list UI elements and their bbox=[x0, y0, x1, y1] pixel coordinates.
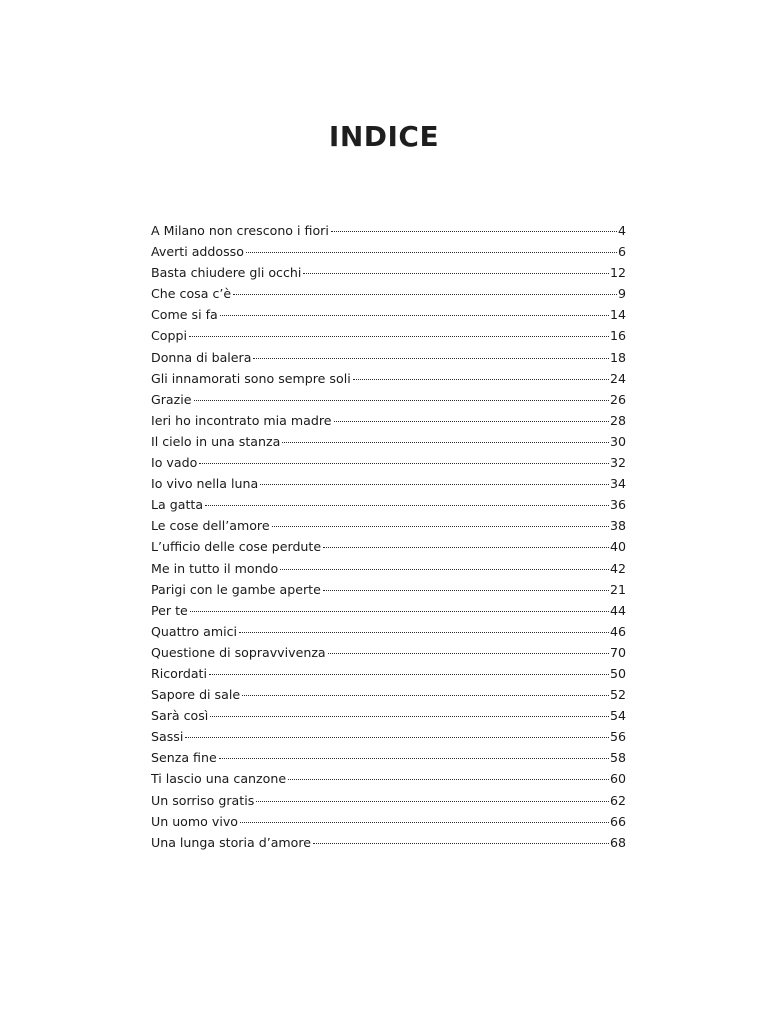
toc-entry-title: Che cosa c’è bbox=[151, 286, 232, 302]
toc-entry-title: Sassi bbox=[151, 729, 184, 745]
toc-entry bbox=[151, 283, 626, 304]
toc-dot-leader bbox=[185, 737, 609, 738]
toc-dot-leader bbox=[313, 843, 609, 844]
toc-entry bbox=[151, 325, 626, 346]
toc-dot-leader bbox=[256, 801, 609, 802]
toc-dot-leader bbox=[240, 822, 609, 823]
toc-entry bbox=[151, 452, 626, 473]
toc-entry-page-number: 44 bbox=[609, 602, 626, 618]
toc-entry bbox=[151, 663, 626, 684]
toc-entry-title: Parigi con le gambe aperte bbox=[151, 581, 321, 597]
toc-entry bbox=[151, 389, 626, 410]
toc-entry bbox=[151, 832, 626, 853]
toc-entry-title: Io vivo nella luna bbox=[151, 476, 259, 492]
toc-dot-leader bbox=[239, 632, 609, 633]
toc-dot-leader bbox=[209, 674, 609, 675]
toc-entry-title: Grazie bbox=[151, 391, 192, 407]
toc-entry-page-number: 14 bbox=[609, 307, 626, 323]
toc-entry-page-number: 50 bbox=[609, 665, 626, 681]
toc-entry bbox=[151, 811, 626, 832]
toc-entry-page-number: 24 bbox=[609, 370, 626, 386]
toc-entry bbox=[151, 220, 626, 241]
toc-dot-leader bbox=[272, 526, 609, 527]
toc-entry bbox=[151, 768, 626, 789]
toc-entry-page-number: 12 bbox=[609, 265, 626, 281]
toc-dot-leader bbox=[220, 315, 609, 316]
toc-entry-title: Gli innamorati sono sempre soli bbox=[151, 370, 351, 386]
toc-entry-page-number: 21 bbox=[609, 581, 626, 597]
toc-entry-page-number: 32 bbox=[609, 455, 626, 471]
toc-entry-title: Averti addosso bbox=[151, 244, 244, 260]
toc-entry-title: Ricordati bbox=[151, 665, 207, 681]
toc-entry-title: Per te bbox=[151, 602, 188, 618]
toc-dot-leader bbox=[199, 463, 609, 464]
toc-dot-leader bbox=[253, 358, 609, 359]
toc-entry bbox=[151, 726, 626, 747]
toc-entry-page-number: 68 bbox=[609, 834, 626, 850]
toc-entry-title: Una lunga storia d’amore bbox=[151, 834, 312, 850]
toc-entry-page-number: 62 bbox=[609, 792, 626, 808]
toc-entry-page-number: 58 bbox=[609, 750, 626, 766]
toc-entry-title: Quattro amici bbox=[151, 623, 238, 639]
toc-dot-leader bbox=[288, 779, 609, 780]
toc-entry bbox=[151, 347, 626, 368]
toc-entry-page-number: 36 bbox=[609, 497, 626, 513]
toc-entry-page-number: 54 bbox=[609, 708, 626, 724]
toc-dot-leader bbox=[189, 336, 609, 337]
toc-entry bbox=[151, 579, 626, 600]
toc-dot-leader bbox=[323, 547, 609, 548]
toc-entry-title: Un sorriso gratis bbox=[151, 792, 255, 808]
toc-entry-page-number: 46 bbox=[609, 623, 626, 639]
table-of-contents bbox=[151, 220, 626, 853]
toc-dot-leader bbox=[328, 653, 609, 654]
toc-entry-title: Me in tutto il mondo bbox=[151, 560, 279, 576]
toc-dot-leader bbox=[323, 590, 609, 591]
toc-dot-leader bbox=[334, 421, 609, 422]
toc-entry-page-number: 4 bbox=[617, 223, 626, 238]
toc-entry-title: Ieri ho incontrato mia madre bbox=[151, 412, 332, 428]
toc-entry-title: Le cose dell’amore bbox=[151, 518, 270, 534]
toc-entry bbox=[151, 473, 626, 494]
toc-entry bbox=[151, 494, 626, 515]
toc-dot-leader bbox=[190, 611, 609, 612]
toc-entry bbox=[151, 558, 626, 579]
toc-entry-page-number: 26 bbox=[609, 391, 626, 407]
toc-dot-leader bbox=[219, 758, 609, 759]
toc-dot-leader bbox=[282, 442, 609, 443]
toc-entry-page-number: 42 bbox=[609, 560, 626, 576]
toc-entry bbox=[151, 747, 626, 768]
toc-entry-title: A Milano non crescono i fiori bbox=[151, 223, 329, 238]
toc-entry-page-number: 40 bbox=[609, 539, 626, 555]
page-title: INDICE bbox=[328, 119, 440, 153]
toc-dot-leader bbox=[303, 273, 609, 274]
toc-entry-title: Basta chiudere gli occhi bbox=[151, 265, 302, 281]
toc-dot-leader bbox=[205, 505, 609, 506]
toc-entry bbox=[151, 368, 626, 389]
toc-entry-title: Sapore di sale bbox=[151, 687, 241, 703]
toc-entry bbox=[151, 431, 626, 452]
toc-entry-page-number: 30 bbox=[609, 433, 626, 449]
toc-entry-page-number: 70 bbox=[609, 644, 626, 660]
toc-entry bbox=[151, 642, 626, 663]
toc-dot-leader bbox=[194, 400, 609, 401]
toc-entry bbox=[151, 790, 626, 811]
toc-entry bbox=[151, 621, 626, 642]
toc-entry-page-number: 6 bbox=[617, 244, 626, 260]
toc-entry-title: Il cielo in una stanza bbox=[151, 433, 281, 449]
toc-dot-leader bbox=[280, 569, 609, 570]
toc-entry-page-number: 38 bbox=[609, 518, 626, 534]
toc-entry-title: Come si fa bbox=[151, 307, 218, 323]
toc-entry-title: La gatta bbox=[151, 497, 204, 513]
toc-entry-title: Io vado bbox=[151, 455, 198, 471]
toc-dot-leader bbox=[210, 716, 609, 717]
toc-dot-leader bbox=[233, 294, 617, 295]
toc-dot-leader bbox=[260, 484, 609, 485]
toc-entry-title: Sarà così bbox=[151, 708, 209, 724]
toc-entry bbox=[151, 262, 626, 283]
toc-entry-page-number: 16 bbox=[609, 328, 626, 344]
toc-dot-leader bbox=[353, 379, 609, 380]
toc-entry-title: Coppi bbox=[151, 328, 187, 344]
toc-entry-page-number: 56 bbox=[609, 729, 626, 745]
toc-entry-title: Ti lascio una canzone bbox=[151, 771, 287, 787]
toc-dot-leader bbox=[246, 252, 617, 253]
toc-entry bbox=[151, 515, 626, 536]
toc-entry-page-number: 34 bbox=[609, 476, 626, 492]
toc-entry bbox=[151, 536, 626, 557]
toc-entry bbox=[151, 684, 626, 705]
toc-entry bbox=[151, 241, 626, 262]
toc-entry-page-number: 18 bbox=[609, 349, 626, 365]
toc-entry-title: Un uomo vivo bbox=[151, 813, 238, 829]
toc-entry bbox=[151, 304, 626, 325]
toc-entry bbox=[151, 600, 626, 621]
toc-dot-leader bbox=[331, 231, 617, 232]
toc-entry-page-number: 52 bbox=[609, 687, 626, 703]
toc-entry bbox=[151, 705, 626, 726]
toc-entry bbox=[151, 410, 626, 431]
toc-entry-title: L’ufficio delle cose perdute bbox=[151, 539, 322, 555]
toc-entry-title: Donna di balera bbox=[151, 349, 252, 365]
toc-entry-title: Questione di sopravvivenza bbox=[151, 644, 326, 660]
toc-entry-page-number: 28 bbox=[609, 412, 626, 428]
toc-entry-page-number: 66 bbox=[609, 813, 626, 829]
toc-entry-title: Senza fine bbox=[151, 750, 217, 766]
toc-dot-leader bbox=[242, 695, 609, 696]
toc-entry-page-number: 60 bbox=[609, 771, 626, 787]
toc-entry-page-number: 9 bbox=[617, 286, 626, 302]
